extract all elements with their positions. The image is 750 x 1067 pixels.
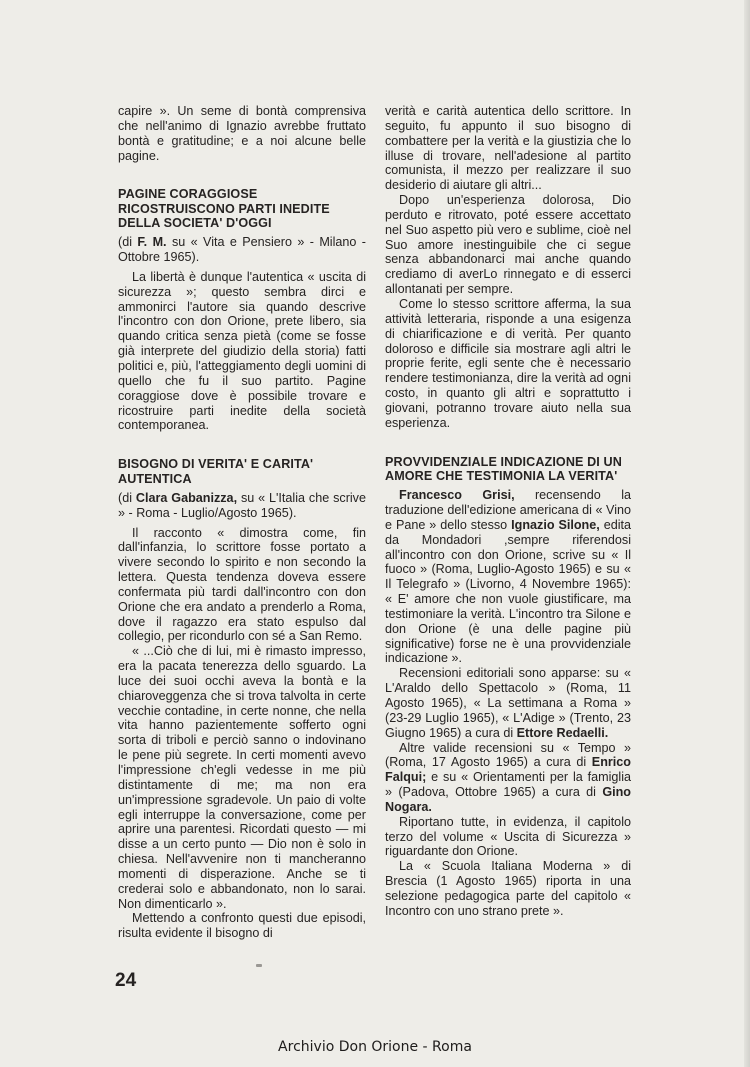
paragraph-recensioni-editoriali (385, 666, 631, 740)
text-run: Altre valide recensioni su « Tempo » (Roma, 17 Agosto 1965) a cura di (385, 740, 631, 770)
paragraph-quote-don-orione: « ...Ciò che di lui, mi è rimasto impresso, era la pacata tenerezza dello sguardo. La luce dei suoi occhi aveva la bontà e la chiaroveggenza che si trova talvolta in certe vecchie contadine, in certe nonne, che nella vita hanno pazientemente sofferto ogni sorta di triboli e perciò sanno o indovinano le pene più segrete. In certi momenti avevo l'impressione ch'egli vedesse in me più distintamente di me; ma non era un'impressione sgradevole. Un paio di volte egli interruppe la conversazione, come per aprire una parentesi. Ricordati questo — mi disse a un certo punto — Dio non è solo in chiesa. Nell'avvenire non ti mancheranno momenti di disperazione. Anche se ti crederai solo e abbandonato, non lo sarai. Non dimenticarlo ». (118, 644, 366, 911)
text-run: edita da Mondadori ,sempre riferendosi all'incontro con don Orione, scrive su « Il fuoco » (Roma, Luglio-Agosto 1965) e su « Il Telegrafo » (Livorno, 4 Novembre 1965): « E' amore che non vuole giustificare, ma testimoniare la verità. L'incontro tra Silone e don Orione (è una delle pagine più significative) forse ne è una provvidenziale indicazione ». (385, 517, 631, 666)
text-run: e su « Orientamenti per la famiglia » (Padova, Ottobre 1965) a cura di (385, 770, 631, 800)
source-suffix: su « L'Italia che scrive » - Roma - Luglio/Agosto 1965). (118, 490, 366, 520)
paragraph-dopo-esperienza: Dopo un'esperienza dolorosa, Dio perduto e ritrovato, poté essere accettato nel Suo aspetto più vero e sublime, cioè nel Suo amore inestinguibile che ci segue senza abbandonarci mai anche quando crediamo di averLo rinnegato e di esserci allontanati per sempre. (385, 193, 631, 297)
author-name: Francesco Grisi, (399, 488, 515, 503)
text-run: recensendo la traduzione dell'edizione americana di « Vino e Pane » dello stesso (385, 488, 631, 532)
source-author: F. M. (137, 235, 167, 250)
section-heading-pagine-coraggiose: PAGINE CORAGGIOSE RICOSTRUISCONO PARTI INEDITE DELLA SOCIETA' D'OGGI (118, 187, 330, 230)
paragraph-altre-recensioni (385, 741, 631, 815)
left-column (118, 104, 366, 941)
paragraph-come-lo-stesso: Come lo stesso scrittore afferma, la sua attività letteraria, risponde a una esigenza di chiarificazione e di verità. Per quanto doloroso e difficile sia mostrare agli altri le proprie ferite, egli sente che è necessario rendere testimonianza, dire la verità ad ogni costo, in quanto gli altri e soprattutto i giovani, potranno trovare aiuto nella sua esperienza. (385, 296, 631, 430)
text-run: Recensioni editoriali sono apparse: su « L'Araldo dello Spettacolo » (Roma, 11 Agosto 1965), « La settimana a Roma » (23-29 Luglio 1965), « L'Adige » (Trento, 23 Giugno 1965) a cura di (385, 666, 631, 740)
paragraph-francesco-grisi (385, 488, 631, 666)
page-number: 24 (115, 970, 137, 991)
paragraph-riportano-tutte: Riportano tutte, in evidenza, il capitolo terzo del volume « Uscita di Sicurezza » riguardante don Orione. (385, 814, 631, 859)
source-suffix: su « Vita e Pensiero » - Milano - Ottobre 1965). (118, 235, 366, 265)
author-name: Ignazio Silone, (511, 517, 600, 532)
section-heading-bisogno-di-verita: BISOGNO DI VERITA' E CARITA' AUTENTICA (118, 457, 314, 486)
paragraph-liberta: La libertà è dunque l'autentica « uscita di sicurezza »; questo sembra dirci e ammonirci l'autore sia quando descrive l'incontro con don Orione, prete libero, sia quando critica senza pietà (come se fosse già interprete del giudizio della storia) fatti politici e, più, l'atteggiamento degli uomini di quello che fu il suo partito. Pagine coraggiose dove è possibile trovare e ricostruire parti inedite della società contemporanea. (118, 269, 366, 433)
source-author: Clara Gabanizza, (135, 490, 238, 505)
paragraph-scuola-italiana: La « Scuola Italiana Moderna » di Brescia (1 Agosto 1965) riporta in una selezione pedagogica parte del capitolo « Incontro con uno strano prete ». (385, 859, 631, 918)
printer-mark (256, 964, 262, 967)
paragraph-mettendo-a-confronto: Mettendo a confronto questi due episodi, risulta evidente il bisogno di (118, 911, 366, 941)
source-prefix: (di (118, 235, 138, 250)
author-name: Enrico Falqui; (385, 755, 631, 785)
section-heading-provvidenziale: PROVVIDENZIALE INDICAZIONE DI UN AMORE CHE TESTIMONIA LA VERITA' (385, 454, 622, 483)
paragraph-continuation: verità e carità autentica dello scrittore. In seguito, fu appunto il suo bisogno di combattere per la verità e la giustizia che lo illuse di trovare, nell'adesione al partito comunista, il mezzo per realizzare il suo desiderio di aiutare gli altri... (385, 104, 631, 193)
author-name: Gino Nogara. (385, 785, 631, 814)
author-name: Ettore Redaelli. (516, 725, 609, 740)
source-prefix: (di (118, 490, 136, 505)
page-edge-shadow (744, 0, 750, 1067)
right-column (385, 104, 631, 919)
paragraph-il-racconto: Il racconto « dimostra come, fin dall'infanzia, lo scrittore fosse portato a vivere secondo lo spirito e non secondo la lettera. Questa tendenza doveva essere confermata più tardi dall'incontro con don Orione che era andato a prenderlo a Roma, dove il ragazzo era stato espulso dal collegio, per ricondurlo con sé a San Remo. (118, 525, 366, 644)
source-line-italia-che-scrive (118, 491, 366, 521)
intro-paragraph: capire ». Un seme di bontà comprensiva che nell'animo di Ignazio avrebbe fruttato bontà e gratitudine; e a noi alcune belle pagine. (118, 104, 366, 163)
archive-footer: Archivio Don Orione - Roma (278, 1039, 472, 1055)
source-line-vita-e-pensiero (118, 235, 366, 265)
